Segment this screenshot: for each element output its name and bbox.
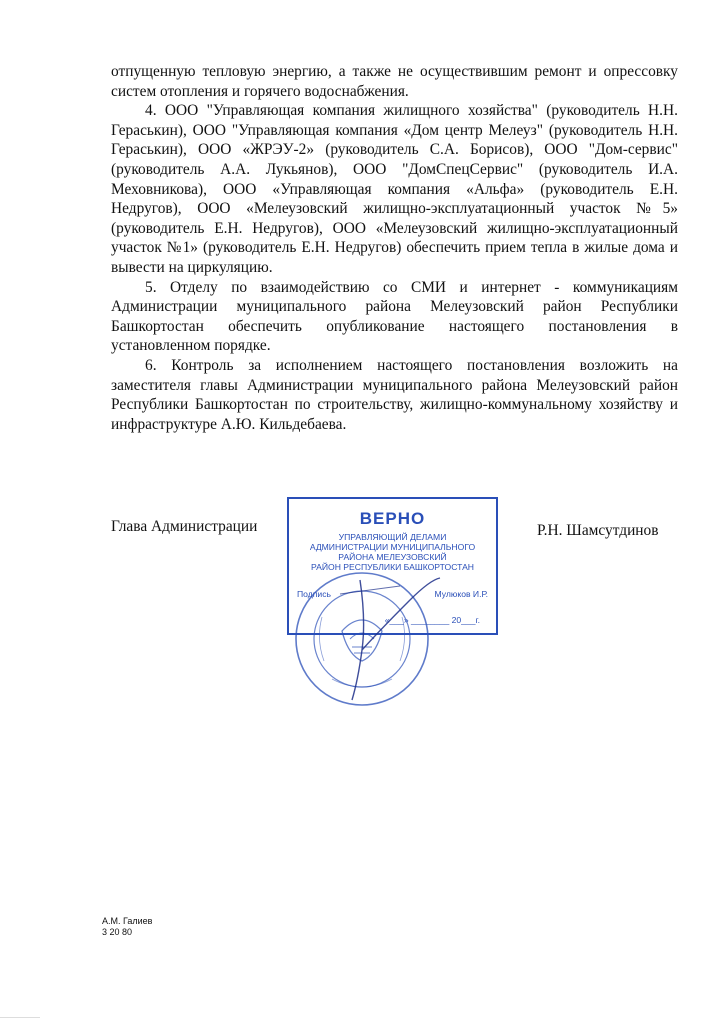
stamp-signature-label: Подпись [297,589,332,599]
stamp-line-1: УПРАВЛЯЮЩИЙ ДЕЛАМИ [338,532,447,542]
stamp-date: «___» ________ 20___г. [384,615,480,625]
executor-info [102,916,152,938]
paragraph-4: 4. ООО "Управляющая компания жилищного хозяйства" (руководитель Н.Н. Гераськин), ООО "Управляющая компания «Дом центр Мелеуз" (руководитель Н.Н. Гераськин), ООО «ЖРЭУ-2» (руководитель С.А. Борисов), ООО "Дом-сервис" (руководитель А.А. Лукьянов), ООО "ДомСпецСервис" (руководитель И.А. Меховникова), ООО «Управляющая компания «Альфа» (руководитель Е.Н. Недругов), ООО «Мелеузовский жилищно-эксплуатационный участок №5» (руководитель Е.Н. Недругов), ООО «Мелеузовский жилищно-эксплуатационный участок №1» (руководитель Е.Н. Недругов) обеспечить прием тепла в жилые дома и вывести на циркуляцию. [111,102,678,276]
stamp-line-2: АДМИНИСТРАЦИИ МУНИЦИПАЛЬНОГО [309,542,476,552]
stamp-line-3: РАЙОНА МЕЛЕУЗОВСКИЙ [338,552,447,562]
paragraph-5: 5. Отделу по взаимодействию со СМИ и интернет - коммуникациям Администрации муниципального района Мелеузовский район Республики Башкортостан обеспечить опубликование настоящего постановления в установленном порядке. [111,278,678,355]
signatory-name: Р.Н. Шамсутдинов [537,522,659,539]
stamp-line-4: РАЙОН РЕСПУБЛИКИ БАШКОРТОСТАН [310,562,475,572]
executor-phone: 3 20 80 [102,927,133,937]
scan-edge-mark [0,1017,40,1018]
paragraph-6: 6. Контроль за исполнением настоящего постановления возложить на заместителя главы Администрации муниципального района Мелеузовский район Республики Башкортостан по строительству, жилищно-коммунальному хозяйству и инфраструктуре А.Ю. Кильдебаева. [111,356,678,433]
stamp-certifier-name: Мулюков И.Р. [434,589,488,599]
executor-name: А.М. Галиев [102,916,153,926]
signatory-position: Глава Администрации [111,518,258,535]
stamp-title: ВЕРНО [359,509,426,528]
paragraph-continuation: отпущенную тепловую энергию, а также не осуществившим ремонт и опрессовку систем отопления и горячего водоснабжения. [111,63,678,100]
document-body [111,62,678,434]
handwritten-signature-icon [300,560,450,710]
